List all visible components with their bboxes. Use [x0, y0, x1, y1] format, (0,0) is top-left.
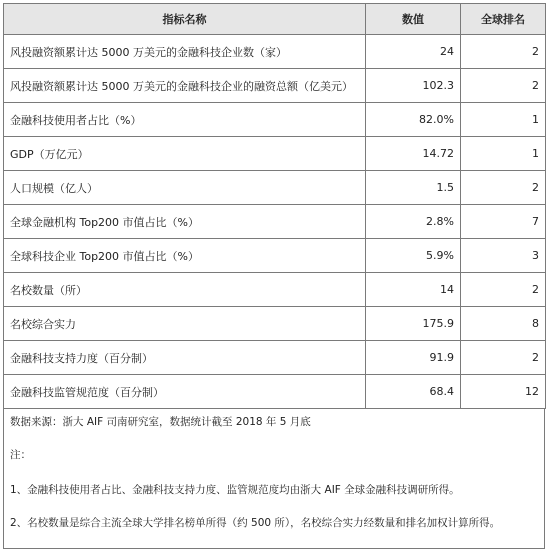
global-rank-cell: 8 — [461, 307, 546, 341]
note-label: 注： — [10, 449, 31, 461]
table-header-row — [4, 4, 546, 35]
value-cell: 24 — [366, 35, 461, 69]
table-row — [4, 273, 546, 307]
global-rank-cell: 1 — [461, 103, 546, 137]
global-rank-cell: 2 — [461, 273, 546, 307]
note-item-1: 1、金融科技使用者占比、金融科技支持力度、监管规范度均由浙大 AIF 全球金融科技调研所得。 — [10, 484, 460, 496]
table-row — [4, 103, 546, 137]
note-item-2: 2、名校数量是综合主流全球大学排名榜单所得（约 500 所），名校综合实力经数量和排名加权计算所得。 — [10, 517, 501, 529]
table-row — [4, 205, 546, 239]
global-rank-cell: 12 — [461, 375, 546, 409]
value-cell: 102.3 — [366, 69, 461, 103]
table-row — [4, 171, 546, 205]
table-row — [4, 137, 546, 171]
table-row — [4, 307, 546, 341]
value-cell: 82.0% — [366, 103, 461, 137]
global-rank-cell: 2 — [461, 341, 546, 375]
value-cell: 14.72 — [366, 137, 461, 171]
value-cell: 68.4 — [366, 375, 461, 409]
indicator-name-cell: 风投融资额累计达 5000 万美元的金融科技企业的融资总额（亿美元） — [4, 69, 366, 103]
table-row — [4, 239, 546, 273]
table-row — [4, 69, 546, 103]
indicator-name-cell: 名校数量（所） — [4, 273, 366, 307]
value-cell: 2.8% — [366, 205, 461, 239]
header-indicator-name: 指标名称 — [4, 4, 366, 35]
global-rank-cell: 1 — [461, 137, 546, 171]
indicator-name-cell: 金融科技监管规范度（百分制） — [4, 375, 366, 409]
notes-section — [3, 409, 545, 549]
indicator-name-cell: 人口规模（亿人） — [4, 171, 366, 205]
global-rank-cell: 3 — [461, 239, 546, 273]
header-value: 数值 — [366, 4, 461, 35]
fintech-table-document — [3, 3, 545, 549]
value-cell: 1.5 — [366, 171, 461, 205]
indicator-name-cell: 金融科技支持力度（百分制） — [4, 341, 366, 375]
global-rank-cell: 2 — [461, 69, 546, 103]
indicator-name-cell: 名校综合实力 — [4, 307, 366, 341]
data-source-note: 数据来源：浙大 AIF 司南研究室，数据统计截至 2018 年 5 月底 — [10, 416, 311, 428]
indicator-name-cell: 风投融资额累计达 5000 万美元的金融科技企业数（家） — [4, 35, 366, 69]
indicator-table — [3, 3, 546, 409]
indicator-name-cell: GDP（万亿元） — [4, 137, 366, 171]
value-cell: 14 — [366, 273, 461, 307]
indicator-name-cell: 全球金融机构 Top200 市值占比（%） — [4, 205, 366, 239]
global-rank-cell: 2 — [461, 35, 546, 69]
value-cell: 91.9 — [366, 341, 461, 375]
header-global-rank: 全球排名 — [461, 4, 546, 35]
value-cell: 5.9% — [366, 239, 461, 273]
global-rank-cell: 2 — [461, 171, 546, 205]
value-cell: 175.9 — [366, 307, 461, 341]
global-rank-cell: 7 — [461, 205, 546, 239]
table-body — [4, 35, 546, 409]
indicator-name-cell: 金融科技使用者占比（%） — [4, 103, 366, 137]
indicator-name-cell: 全球科技企业 Top200 市值占比（%） — [4, 239, 366, 273]
table-row — [4, 341, 546, 375]
table-row — [4, 375, 546, 409]
table-row — [4, 35, 546, 69]
